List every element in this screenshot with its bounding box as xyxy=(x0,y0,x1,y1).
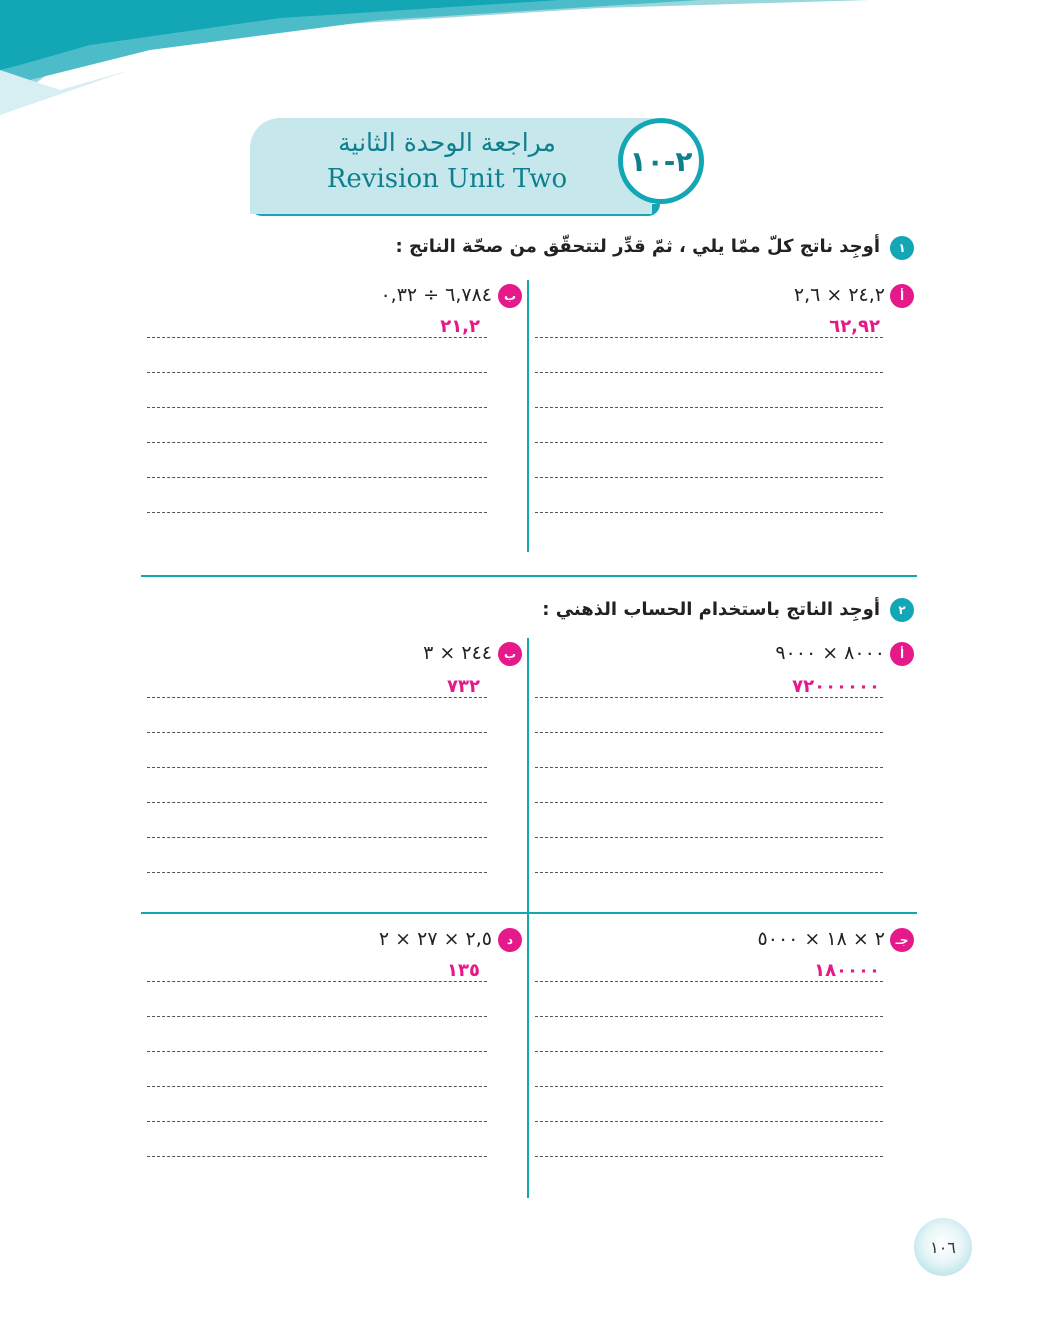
answer-line xyxy=(147,1051,487,1052)
answer-line xyxy=(535,512,883,513)
column-divider xyxy=(527,280,529,552)
answer-line xyxy=(147,1086,487,1087)
answer-line xyxy=(147,697,487,698)
answer-line xyxy=(147,1121,487,1122)
answer-line xyxy=(535,732,883,733)
q2-part-b-answer: ٧٣٢ xyxy=(447,676,480,697)
banner-title-arabic: مراجعة الوحدة الثانية xyxy=(338,128,556,157)
answer-line xyxy=(535,1016,883,1017)
q1-part-a-expression: ٢٤,٢ × ٢,٦ xyxy=(793,284,885,306)
q1-part-a-answer: ٦٢,٩٢ xyxy=(829,316,880,337)
page-number: ١٠٦ xyxy=(914,1218,972,1276)
answer-line xyxy=(535,1156,883,1157)
unit-number-badge: ٢-١٠ xyxy=(618,118,704,204)
answer-line xyxy=(147,732,487,733)
q2-part-d-answer: ١٣٥ xyxy=(447,960,480,981)
q2-part-b-expression: ٢٤٤ × ٣ xyxy=(423,642,492,664)
answer-line xyxy=(535,1051,883,1052)
corner-decoration xyxy=(0,0,1039,120)
answer-line xyxy=(535,1121,883,1122)
q1-part-b-expression: ٦,٧٨٤ ÷ ٠,٣٢ xyxy=(380,284,492,306)
answer-line xyxy=(147,837,487,838)
column-divider xyxy=(527,638,529,1198)
question-1-text: أوجِد ناتج كلّ ممّا يلي ، ثمّ قدِّر لتتحقّق من صحّة الناتج : xyxy=(395,236,880,257)
answer-line xyxy=(535,872,883,873)
answer-line xyxy=(147,1016,487,1017)
answer-line xyxy=(535,1086,883,1087)
answer-line xyxy=(147,802,487,803)
q2-part-c-answer: ١٨٠٠٠٠ xyxy=(814,960,880,981)
answer-line xyxy=(535,477,883,478)
banner-title-english: Revision Unit Two xyxy=(326,164,568,194)
q1-part-b-badge: ب xyxy=(498,284,522,308)
section-divider xyxy=(141,575,917,577)
q1-part-a-badge: أ xyxy=(890,284,914,308)
answer-line xyxy=(535,802,883,803)
q2-part-c-expression: ٢ × ١٨ × ٥٠٠٠ xyxy=(757,928,885,950)
q2-part-a-expression: ٨٠٠٠ × ٩٠٠٠ xyxy=(775,642,885,664)
q2-part-c-badge: جـ xyxy=(890,928,914,952)
answer-line xyxy=(147,337,487,338)
answer-line xyxy=(535,372,883,373)
answer-line xyxy=(535,337,883,338)
answer-line xyxy=(147,872,487,873)
q2-part-b-badge: ب xyxy=(498,642,522,666)
q2-part-d-expression: ٢,٥ × ٢٧ × ٢ xyxy=(378,928,492,950)
answer-line xyxy=(535,981,883,982)
question-1-number: ١ xyxy=(890,236,914,260)
answer-line xyxy=(147,442,487,443)
q2-part-a-badge: أ xyxy=(890,642,914,666)
answer-line xyxy=(535,697,883,698)
question-2-text: أوجِد الناتج باستخدام الحساب الذهني : xyxy=(542,599,880,620)
question-2-number: ٢ xyxy=(890,598,914,622)
answer-line xyxy=(535,767,883,768)
answer-line xyxy=(147,1156,487,1157)
answer-line xyxy=(535,407,883,408)
answer-line xyxy=(147,767,487,768)
q2-part-d-badge: د xyxy=(498,928,522,952)
answer-line xyxy=(147,512,487,513)
answer-line xyxy=(147,372,487,373)
answer-line xyxy=(147,477,487,478)
answer-line xyxy=(535,442,883,443)
answer-line xyxy=(147,981,487,982)
q1-part-b-answer: ٢١,٢ xyxy=(440,316,480,337)
answer-line xyxy=(535,837,883,838)
lesson-banner xyxy=(250,118,652,218)
q2-part-a-answer: ٧٢٠٠٠٠٠٠ xyxy=(792,676,880,697)
answer-line xyxy=(147,407,487,408)
section-divider xyxy=(141,912,917,914)
